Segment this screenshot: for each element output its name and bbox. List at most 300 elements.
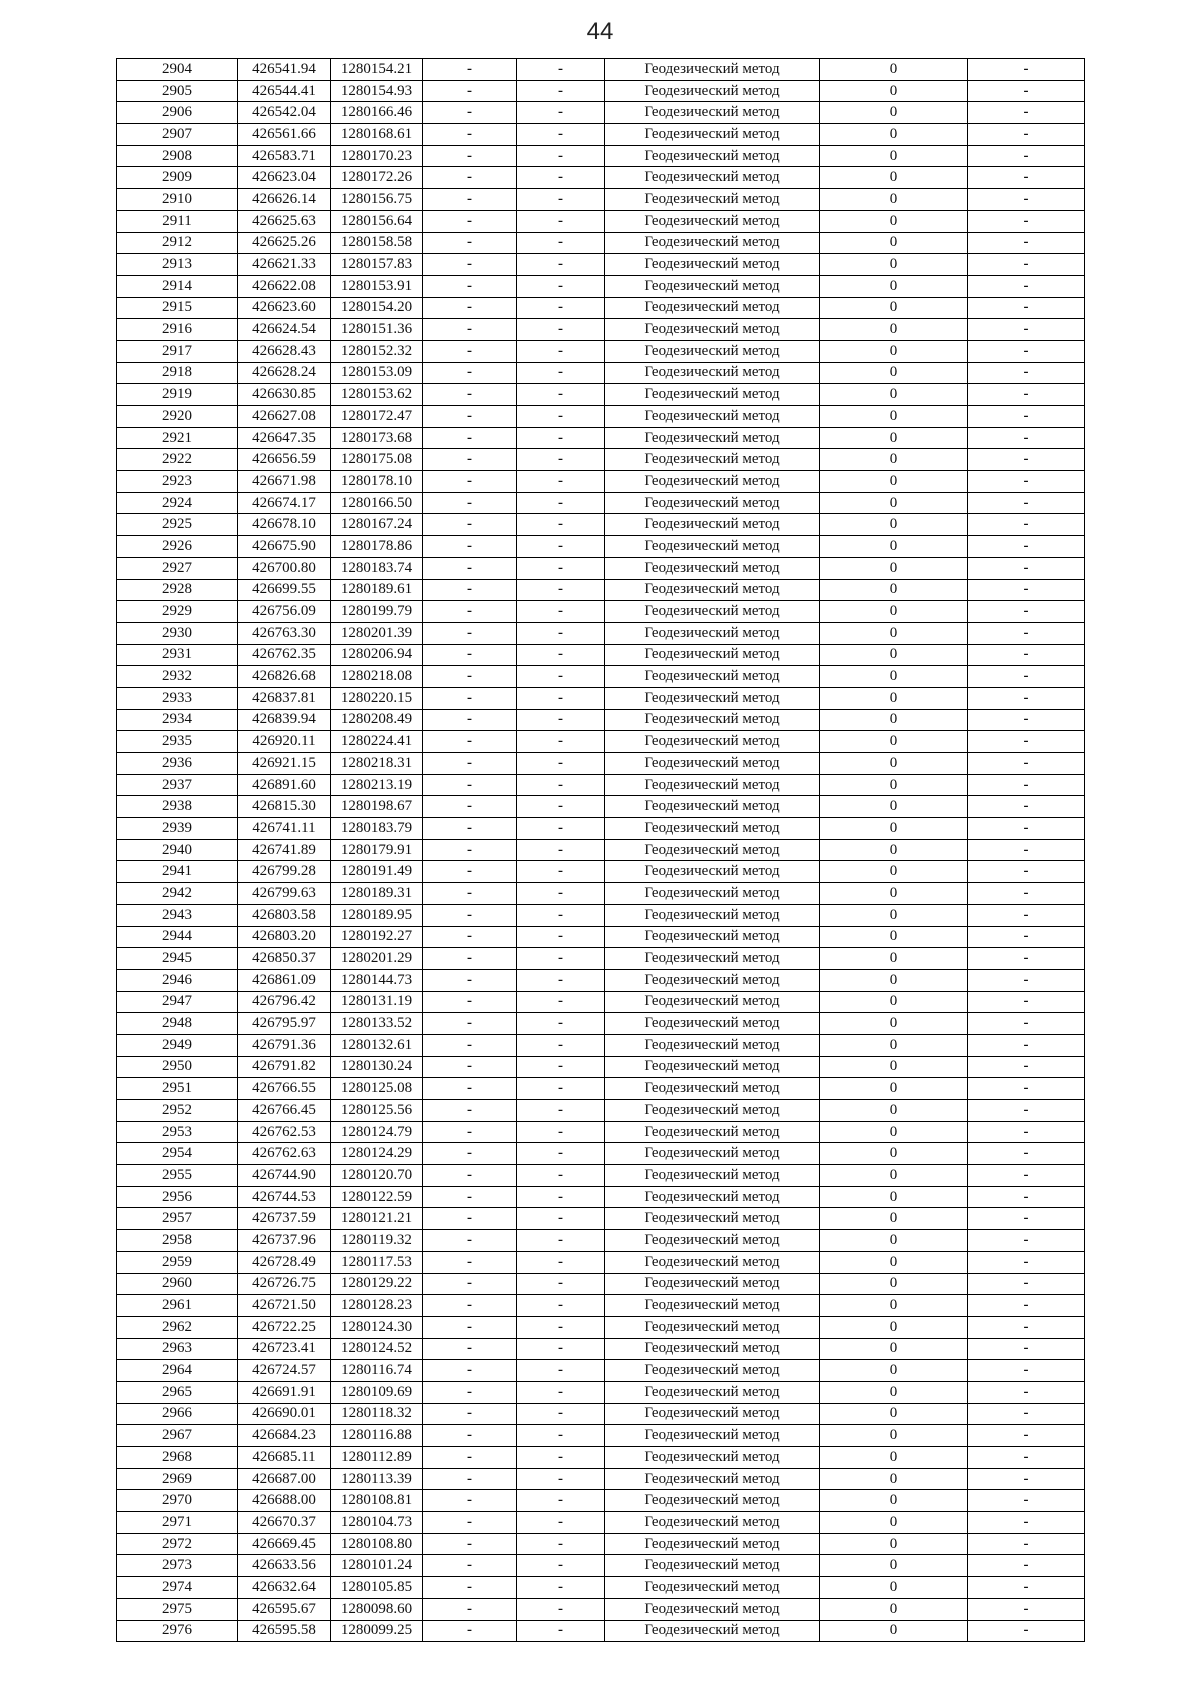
accuracy-cell: 0 <box>820 80 968 102</box>
table-row <box>117 1295 1085 1317</box>
x-coordinate-cell: 426625.63 <box>238 210 331 232</box>
dash-cell: - <box>968 189 1085 211</box>
dash-cell: - <box>968 102 1085 124</box>
y-coordinate-cell: 1280113.39 <box>331 1468 423 1490</box>
dash-cell: - <box>968 124 1085 146</box>
dash-cell: - <box>423 145 517 167</box>
dash-cell: - <box>517 80 605 102</box>
dash-cell: - <box>423 991 517 1013</box>
dash-cell: - <box>968 1078 1085 1100</box>
table-row <box>117 1316 1085 1338</box>
method-cell: Геодезический метод <box>605 1381 820 1403</box>
dash-cell: - <box>517 210 605 232</box>
dash-cell: - <box>968 1186 1085 1208</box>
dash-cell: - <box>517 1490 605 1512</box>
dash-cell: - <box>517 731 605 753</box>
y-coordinate-cell: 1280118.32 <box>331 1403 423 1425</box>
x-coordinate-cell: 426561.66 <box>238 124 331 146</box>
y-coordinate-cell: 1280178.86 <box>331 536 423 558</box>
x-coordinate-cell: 426741.11 <box>238 818 331 840</box>
dash-cell: - <box>423 1034 517 1056</box>
dash-cell: - <box>423 471 517 493</box>
method-cell: Геодезический метод <box>605 731 820 753</box>
point-number-cell: 2922 <box>117 449 238 471</box>
dash-cell: - <box>423 557 517 579</box>
table-row <box>117 1447 1085 1469</box>
x-coordinate-cell: 426685.11 <box>238 1447 331 1469</box>
dash-cell: - <box>968 80 1085 102</box>
dash-cell: - <box>517 167 605 189</box>
point-number-cell: 2957 <box>117 1208 238 1230</box>
point-number-cell: 2926 <box>117 536 238 558</box>
point-number-cell: 2907 <box>117 124 238 146</box>
dash-cell: - <box>517 1512 605 1534</box>
x-coordinate-cell: 426737.96 <box>238 1230 331 1252</box>
table-row <box>117 818 1085 840</box>
dash-cell: - <box>517 948 605 970</box>
x-coordinate-cell: 426671.98 <box>238 471 331 493</box>
dash-cell: - <box>423 1533 517 1555</box>
y-coordinate-cell: 1280116.74 <box>331 1360 423 1382</box>
method-cell: Геодезический метод <box>605 80 820 102</box>
y-coordinate-cell: 1280117.53 <box>331 1251 423 1273</box>
dash-cell: - <box>968 1425 1085 1447</box>
method-cell: Геодезический метод <box>605 1338 820 1360</box>
table-row <box>117 1620 1085 1642</box>
method-cell: Геодезический метод <box>605 1316 820 1338</box>
accuracy-cell: 0 <box>820 644 968 666</box>
dash-cell: - <box>968 1316 1085 1338</box>
dash-cell: - <box>968 666 1085 688</box>
x-coordinate-cell: 426621.33 <box>238 254 331 276</box>
dash-cell: - <box>423 579 517 601</box>
dash-cell: - <box>968 1013 1085 1035</box>
y-coordinate-cell: 1280178.10 <box>331 471 423 493</box>
dash-cell: - <box>968 471 1085 493</box>
dash-cell: - <box>968 1512 1085 1534</box>
accuracy-cell: 0 <box>820 254 968 276</box>
point-number-cell: 2904 <box>117 59 238 81</box>
point-number-cell: 2931 <box>117 644 238 666</box>
dash-cell: - <box>517 839 605 861</box>
y-coordinate-cell: 1280189.95 <box>331 904 423 926</box>
dash-cell: - <box>968 1165 1085 1187</box>
accuracy-cell: 0 <box>820 1425 968 1447</box>
dash-cell: - <box>423 1230 517 1252</box>
y-coordinate-cell: 1280129.22 <box>331 1273 423 1295</box>
dash-cell: - <box>423 514 517 536</box>
y-coordinate-cell: 1280112.89 <box>331 1447 423 1469</box>
table-row <box>117 492 1085 514</box>
table-row <box>117 926 1085 948</box>
x-coordinate-cell: 426766.45 <box>238 1100 331 1122</box>
dash-cell: - <box>968 1598 1085 1620</box>
table-row <box>117 340 1085 362</box>
dash-cell: - <box>423 449 517 471</box>
dash-cell: - <box>423 839 517 861</box>
table-row <box>117 1533 1085 1555</box>
dash-cell: - <box>423 1598 517 1620</box>
dash-cell: - <box>968 167 1085 189</box>
dash-cell: - <box>517 861 605 883</box>
accuracy-cell: 0 <box>820 406 968 428</box>
accuracy-cell: 0 <box>820 948 968 970</box>
dash-cell: - <box>968 1577 1085 1599</box>
x-coordinate-cell: 426839.94 <box>238 709 331 731</box>
y-coordinate-cell: 1280173.68 <box>331 427 423 449</box>
point-number-cell: 2972 <box>117 1533 238 1555</box>
dash-cell: - <box>517 1034 605 1056</box>
dash-cell: - <box>423 1295 517 1317</box>
accuracy-cell: 0 <box>820 124 968 146</box>
method-cell: Геодезический метод <box>605 145 820 167</box>
dash-cell: - <box>968 1490 1085 1512</box>
method-cell: Геодезический метод <box>605 969 820 991</box>
method-cell: Геодезический метод <box>605 1034 820 1056</box>
table-row <box>117 796 1085 818</box>
dash-cell: - <box>423 1425 517 1447</box>
y-coordinate-cell: 1280124.30 <box>331 1316 423 1338</box>
dash-cell: - <box>968 796 1085 818</box>
dash-cell: - <box>423 1143 517 1165</box>
accuracy-cell: 0 <box>820 839 968 861</box>
y-coordinate-cell: 1280206.94 <box>331 644 423 666</box>
y-coordinate-cell: 1280167.24 <box>331 514 423 536</box>
y-coordinate-cell: 1280154.20 <box>331 297 423 319</box>
table-row <box>117 666 1085 688</box>
accuracy-cell: 0 <box>820 275 968 297</box>
method-cell: Геодезический метод <box>605 1555 820 1577</box>
dash-cell: - <box>517 926 605 948</box>
point-number-cell: 2973 <box>117 1555 238 1577</box>
method-cell: Геодезический метод <box>605 232 820 254</box>
dash-cell: - <box>423 384 517 406</box>
method-cell: Геодезический метод <box>605 406 820 428</box>
table-row <box>117 1273 1085 1295</box>
y-coordinate-cell: 1280189.61 <box>331 579 423 601</box>
y-coordinate-cell: 1280192.27 <box>331 926 423 948</box>
dash-cell: - <box>423 644 517 666</box>
dash-cell: - <box>423 1555 517 1577</box>
y-coordinate-cell: 1280125.08 <box>331 1078 423 1100</box>
point-number-cell: 2919 <box>117 384 238 406</box>
dash-cell: - <box>517 818 605 840</box>
table-row <box>117 1251 1085 1273</box>
method-cell: Геодезический метод <box>605 1121 820 1143</box>
point-number-cell: 2927 <box>117 557 238 579</box>
dash-cell: - <box>423 753 517 775</box>
y-coordinate-cell: 1280201.39 <box>331 622 423 644</box>
method-cell: Геодезический метод <box>605 189 820 211</box>
table-row <box>117 189 1085 211</box>
method-cell: Геодезический метод <box>605 362 820 384</box>
dash-cell: - <box>423 731 517 753</box>
y-coordinate-cell: 1280157.83 <box>331 254 423 276</box>
table-row <box>117 948 1085 970</box>
method-cell: Геодезический метод <box>605 297 820 319</box>
x-coordinate-cell: 426624.54 <box>238 319 331 341</box>
point-number-cell: 2918 <box>117 362 238 384</box>
dash-cell: - <box>423 622 517 644</box>
point-number-cell: 2928 <box>117 579 238 601</box>
dash-cell: - <box>423 59 517 81</box>
accuracy-cell: 0 <box>820 861 968 883</box>
dash-cell: - <box>423 1165 517 1187</box>
dash-cell: - <box>517 1186 605 1208</box>
y-coordinate-cell: 1280121.21 <box>331 1208 423 1230</box>
dash-cell: - <box>968 1143 1085 1165</box>
point-number-cell: 2932 <box>117 666 238 688</box>
dash-cell: - <box>517 557 605 579</box>
y-coordinate-cell: 1280175.08 <box>331 449 423 471</box>
method-cell: Геодезический метод <box>605 102 820 124</box>
dash-cell: - <box>517 1360 605 1382</box>
method-cell: Геодезический метод <box>605 59 820 81</box>
method-cell: Геодезический метод <box>605 904 820 926</box>
dash-cell: - <box>517 449 605 471</box>
x-coordinate-cell: 426920.11 <box>238 731 331 753</box>
accuracy-cell: 0 <box>820 319 968 341</box>
dash-cell: - <box>968 687 1085 709</box>
table-row <box>117 124 1085 146</box>
point-number-cell: 2965 <box>117 1381 238 1403</box>
accuracy-cell: 0 <box>820 1013 968 1035</box>
dash-cell: - <box>517 492 605 514</box>
table-row <box>117 644 1085 666</box>
x-coordinate-cell: 426628.24 <box>238 362 331 384</box>
method-cell: Геодезический метод <box>605 991 820 1013</box>
accuracy-cell: 0 <box>820 1295 968 1317</box>
dash-cell: - <box>968 1100 1085 1122</box>
dash-cell: - <box>968 210 1085 232</box>
y-coordinate-cell: 1280179.91 <box>331 839 423 861</box>
dash-cell: - <box>517 1425 605 1447</box>
y-coordinate-cell: 1280116.88 <box>331 1425 423 1447</box>
accuracy-cell: 0 <box>820 1143 968 1165</box>
method-cell: Геодезический метод <box>605 210 820 232</box>
dash-cell: - <box>517 427 605 449</box>
dash-cell: - <box>423 1447 517 1469</box>
table-row <box>117 362 1085 384</box>
dash-cell: - <box>968 1403 1085 1425</box>
dash-cell: - <box>423 904 517 926</box>
accuracy-cell: 0 <box>820 232 968 254</box>
accuracy-cell: 0 <box>820 1338 968 1360</box>
point-number-cell: 2967 <box>117 1425 238 1447</box>
point-number-cell: 2937 <box>117 774 238 796</box>
dash-cell: - <box>423 709 517 731</box>
dash-cell: - <box>423 883 517 905</box>
accuracy-cell: 0 <box>820 471 968 493</box>
table-row <box>117 557 1085 579</box>
accuracy-cell: 0 <box>820 1555 968 1577</box>
dash-cell: - <box>517 536 605 558</box>
table-row <box>117 1078 1085 1100</box>
dash-cell: - <box>517 687 605 709</box>
dash-cell: - <box>423 1273 517 1295</box>
y-coordinate-cell: 1280166.46 <box>331 102 423 124</box>
accuracy-cell: 0 <box>820 492 968 514</box>
dash-cell: - <box>517 102 605 124</box>
x-coordinate-cell: 426669.45 <box>238 1533 331 1555</box>
dash-cell: - <box>517 1555 605 1577</box>
method-cell: Геодезический метод <box>605 1078 820 1100</box>
dash-cell: - <box>968 254 1085 276</box>
dash-cell: - <box>968 991 1085 1013</box>
method-cell: Геодезический метод <box>605 449 820 471</box>
x-coordinate-cell: 426763.30 <box>238 622 331 644</box>
dash-cell: - <box>968 1295 1085 1317</box>
accuracy-cell: 0 <box>820 1034 968 1056</box>
dash-cell: - <box>423 926 517 948</box>
accuracy-cell: 0 <box>820 622 968 644</box>
accuracy-cell: 0 <box>820 189 968 211</box>
method-cell: Геодезический метод <box>605 796 820 818</box>
x-coordinate-cell: 426766.55 <box>238 1078 331 1100</box>
method-cell: Геодезический метод <box>605 319 820 341</box>
accuracy-cell: 0 <box>820 601 968 623</box>
table-row <box>117 1381 1085 1403</box>
dash-cell: - <box>968 753 1085 775</box>
dash-cell: - <box>517 471 605 493</box>
dash-cell: - <box>423 275 517 297</box>
point-number-cell: 2914 <box>117 275 238 297</box>
accuracy-cell: 0 <box>820 991 968 1013</box>
x-coordinate-cell: 426723.41 <box>238 1338 331 1360</box>
dash-cell: - <box>423 167 517 189</box>
method-cell: Геодезический метод <box>605 340 820 362</box>
table-row <box>117 102 1085 124</box>
x-coordinate-cell: 426595.58 <box>238 1620 331 1642</box>
dash-cell: - <box>423 1186 517 1208</box>
accuracy-cell: 0 <box>820 1121 968 1143</box>
accuracy-cell: 0 <box>820 883 968 905</box>
accuracy-cell: 0 <box>820 709 968 731</box>
dash-cell: - <box>517 601 605 623</box>
dash-cell: - <box>517 1165 605 1187</box>
x-coordinate-cell: 426690.01 <box>238 1403 331 1425</box>
dash-cell: - <box>968 514 1085 536</box>
x-coordinate-cell: 426700.80 <box>238 557 331 579</box>
table-row <box>117 232 1085 254</box>
point-number-cell: 2905 <box>117 80 238 102</box>
y-coordinate-cell: 1280109.69 <box>331 1381 423 1403</box>
point-number-cell: 2934 <box>117 709 238 731</box>
x-coordinate-cell: 426699.55 <box>238 579 331 601</box>
accuracy-cell: 0 <box>820 362 968 384</box>
dash-cell: - <box>517 124 605 146</box>
dash-cell: - <box>423 492 517 514</box>
dash-cell: - <box>968 1208 1085 1230</box>
table-row <box>117 1165 1085 1187</box>
method-cell: Геодезический метод <box>605 861 820 883</box>
dash-cell: - <box>517 1316 605 1338</box>
method-cell: Геодезический метод <box>605 1013 820 1035</box>
dash-cell: - <box>968 362 1085 384</box>
method-cell: Геодезический метод <box>605 1360 820 1382</box>
y-coordinate-cell: 1280125.56 <box>331 1100 423 1122</box>
accuracy-cell: 0 <box>820 1251 968 1273</box>
y-coordinate-cell: 1280124.79 <box>331 1121 423 1143</box>
point-number-cell: 2939 <box>117 818 238 840</box>
dash-cell: - <box>517 579 605 601</box>
table-row <box>117 1512 1085 1534</box>
dash-cell: - <box>968 1620 1085 1642</box>
dash-cell: - <box>968 1034 1085 1056</box>
point-number-cell: 2906 <box>117 102 238 124</box>
y-coordinate-cell: 1280201.29 <box>331 948 423 970</box>
dash-cell: - <box>968 1121 1085 1143</box>
dash-cell: - <box>517 709 605 731</box>
x-coordinate-cell: 426791.82 <box>238 1056 331 1078</box>
x-coordinate-cell: 426632.64 <box>238 1577 331 1599</box>
table-row <box>117 384 1085 406</box>
method-cell: Геодезический метод <box>605 926 820 948</box>
dash-cell: - <box>423 1208 517 1230</box>
accuracy-cell: 0 <box>820 904 968 926</box>
x-coordinate-cell: 426687.00 <box>238 1468 331 1490</box>
point-number-cell: 2912 <box>117 232 238 254</box>
y-coordinate-cell: 1280120.70 <box>331 1165 423 1187</box>
table-row <box>117 753 1085 775</box>
point-number-cell: 2941 <box>117 861 238 883</box>
y-coordinate-cell: 1280224.41 <box>331 731 423 753</box>
dash-cell: - <box>517 1143 605 1165</box>
dash-cell: - <box>517 1273 605 1295</box>
dash-cell: - <box>968 536 1085 558</box>
point-number-cell: 2921 <box>117 427 238 449</box>
point-number-cell: 2940 <box>117 839 238 861</box>
x-coordinate-cell: 426799.28 <box>238 861 331 883</box>
point-number-cell: 2963 <box>117 1338 238 1360</box>
dash-cell: - <box>423 1381 517 1403</box>
method-cell: Геодезический метод <box>605 471 820 493</box>
table-row <box>117 514 1085 536</box>
method-cell: Геодезический метод <box>605 557 820 579</box>
dash-cell: - <box>423 427 517 449</box>
dash-cell: - <box>517 275 605 297</box>
dash-cell: - <box>517 622 605 644</box>
point-number-cell: 2947 <box>117 991 238 1013</box>
dash-cell: - <box>517 232 605 254</box>
x-coordinate-cell: 426544.41 <box>238 80 331 102</box>
dash-cell: - <box>968 1447 1085 1469</box>
accuracy-cell: 0 <box>820 796 968 818</box>
accuracy-cell: 0 <box>820 1381 968 1403</box>
method-cell: Геодезический метод <box>605 1295 820 1317</box>
table-row <box>117 1403 1085 1425</box>
y-coordinate-cell: 1280153.09 <box>331 362 423 384</box>
x-coordinate-cell: 426674.17 <box>238 492 331 514</box>
y-coordinate-cell: 1280183.79 <box>331 818 423 840</box>
point-number-cell: 2976 <box>117 1620 238 1642</box>
y-coordinate-cell: 1280153.91 <box>331 275 423 297</box>
method-cell: Геодезический метод <box>605 427 820 449</box>
dash-cell: - <box>968 406 1085 428</box>
x-coordinate-cell: 426741.89 <box>238 839 331 861</box>
table-row <box>117 254 1085 276</box>
dash-cell: - <box>517 1121 605 1143</box>
point-number-cell: 2915 <box>117 297 238 319</box>
dash-cell: - <box>968 579 1085 601</box>
accuracy-cell: 0 <box>820 340 968 362</box>
accuracy-cell: 0 <box>820 1100 968 1122</box>
point-number-cell: 2920 <box>117 406 238 428</box>
dash-cell: - <box>423 210 517 232</box>
dash-cell: - <box>423 124 517 146</box>
accuracy-cell: 0 <box>820 1598 968 1620</box>
y-coordinate-cell: 1280220.15 <box>331 687 423 709</box>
